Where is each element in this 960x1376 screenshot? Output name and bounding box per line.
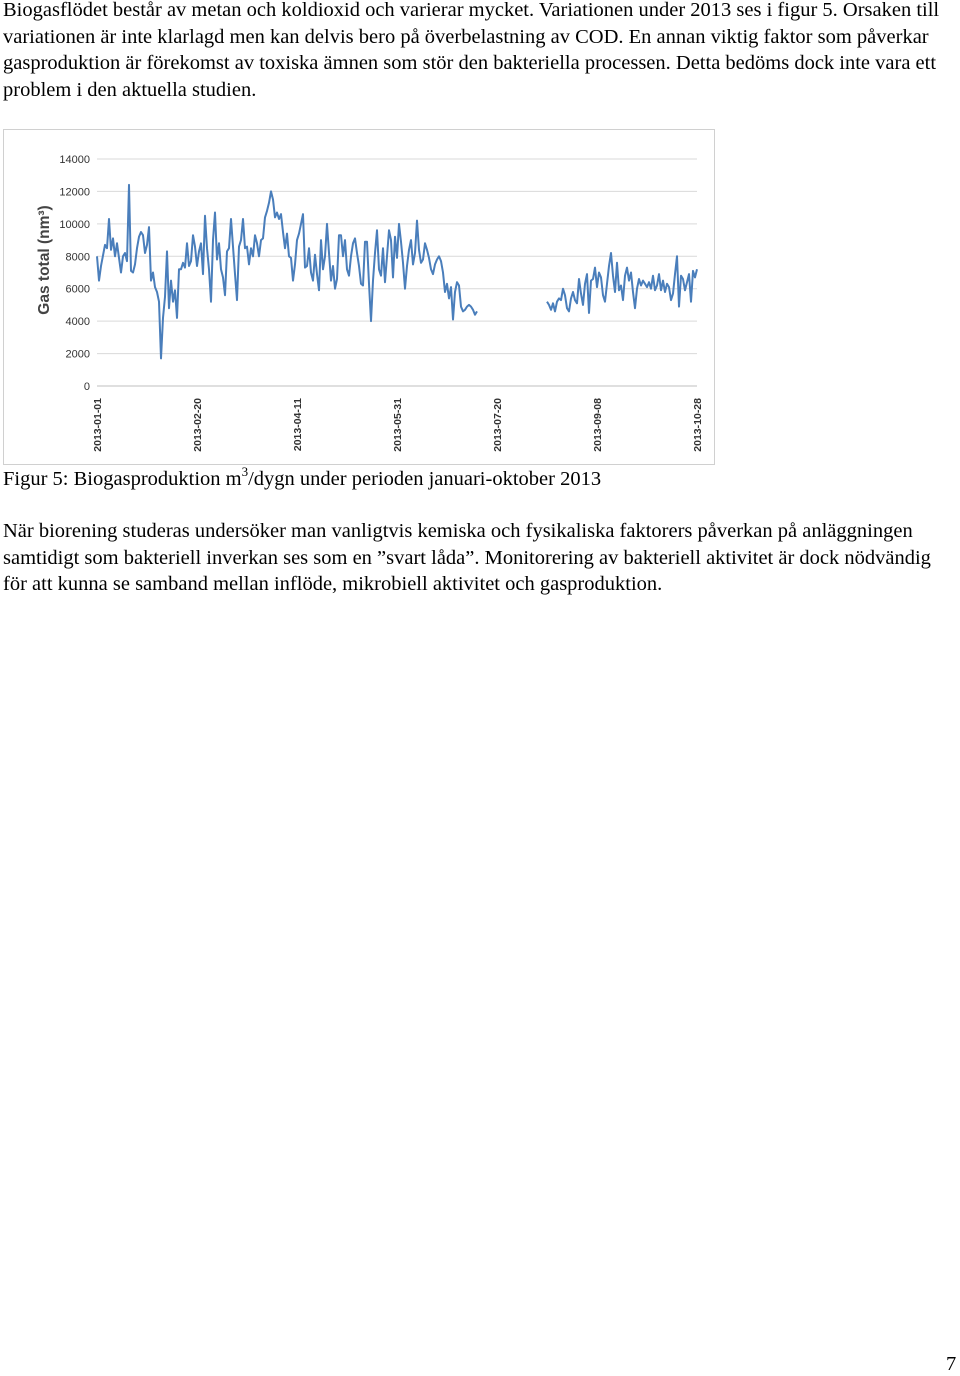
x-tick-label: 2013-02-20	[192, 398, 204, 452]
series-line-segment-1	[97, 185, 477, 359]
gas-total-series	[97, 185, 697, 359]
y-tick-label: 10000	[59, 218, 90, 231]
figure-5-chart	[3, 129, 715, 465]
figure-caption	[3, 466, 903, 492]
y-tick-label: 2000	[65, 348, 90, 361]
y-gridlines	[97, 159, 697, 386]
body-paragraph: När biorening studeras undersöker man vanligtvis kemiska och fysikaliska faktorers påverkan på anläggningen samtidigt som bakteriell inverkan ses som en ”svart låda”. Monitorering av bakteriell aktivitet är dock nödvändig för att kunna se samband mellan inflöde, mikrobiell aktivitet och gasproduktion.	[3, 520, 931, 595]
caption-suffix: /dygn under perioden januari-oktober 2013	[248, 468, 602, 490]
series-line-segment-2	[547, 253, 697, 313]
y-tick-labels	[59, 154, 90, 393]
y-tick-label: 0	[83, 381, 90, 393]
caption-superscript: 3	[241, 464, 249, 480]
y-tick-label: 12000	[59, 186, 90, 199]
x-tick-label: 2013-07-20	[492, 398, 504, 452]
x-tick-label: 2013-04-11	[292, 398, 304, 452]
y-axis-label: Gas total (nm³)	[36, 205, 53, 315]
x-tick-labels	[92, 398, 704, 452]
x-tick-label: 2013-09-08	[592, 398, 604, 452]
x-tick-label: 2013-10-28	[692, 398, 704, 452]
intro-paragraph: Biogasflödet består av metan och koldioxid och varierar mycket. Variationen under 2013 ses i figur 5. Orsaken till variationen är inte klarlagd men kan delvis bero på överbelastning av COD. En annan viktig faktor som påverkar gasproduktion är förekomst av toxiska ämnen som stör den bakteriella processen. Detta bedöms dock inte vara ett problem i den aktuella studien.	[3, 0, 940, 101]
y-tick-label: 14000	[59, 154, 90, 166]
y-tick-label: 6000	[65, 283, 90, 296]
page-number: 7	[946, 1353, 957, 1375]
y-tick-label: 8000	[65, 251, 90, 264]
y-tick-label: 4000	[65, 316, 90, 329]
x-tick-label: 2013-05-31	[392, 398, 404, 452]
caption-prefix: Figur 5: Biogasproduktion m	[3, 468, 242, 490]
x-tick-label: 2013-01-01	[92, 398, 104, 452]
gas-production-chart	[4, 130, 714, 464]
